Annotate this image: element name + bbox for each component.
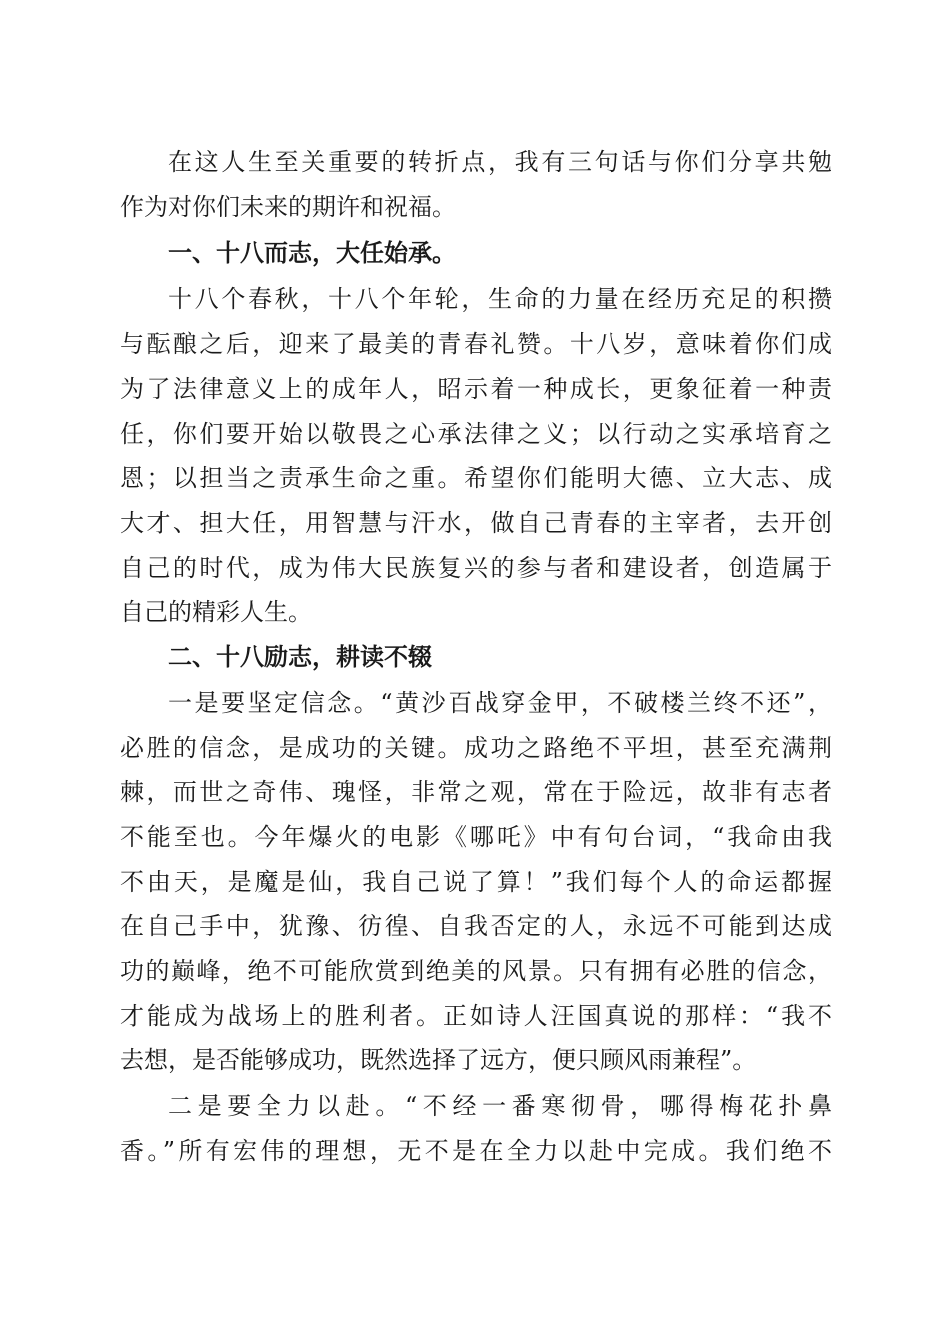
belief-line-8: 才能成为战场上的胜利者。正如诗人汪国真说的那样：“我不 xyxy=(120,1002,832,1030)
section-1-line-4: 任，你们要开始以敬畏之心承法律之义；以行动之实承培育之 xyxy=(120,420,832,448)
section-1-line-8: 自己的精彩人生。 xyxy=(120,598,312,626)
section-1-line-6: 大才、担大任，用智慧与汗水，做自己青春的主宰者，去开创 xyxy=(120,509,832,537)
belief-line-3: 棘，而世之奇伟、瑰怪，非常之观，常在于险远，故非有志者 xyxy=(120,778,832,806)
intro-line-2: 作为对你们未来的期许和祝福。 xyxy=(120,193,456,221)
effort-line-2: 香。”所有宏伟的理想，无不是在全力以赴中完成。我们绝不 xyxy=(120,1137,832,1165)
section-1-line-2: 与酝酿之后，迎来了最美的青春礼赞。十八岁，意味着你们成 xyxy=(120,330,832,358)
section-1-line-5: 恩；以担当之责承生命之重。希望你们能明大德、立大志、成 xyxy=(120,464,832,492)
belief-line-1: 一是要坚定信念。“黄沙百战穿金甲，不破楼兰终不还”， xyxy=(168,689,832,717)
belief-line-2: 必胜的信念，是成功的关键。成功之路绝不平坦，甚至充满荆 xyxy=(120,734,832,762)
section-1-line-3: 为了法律意义上的成年人，昭示着一种成长，更象征着一种责 xyxy=(120,375,832,403)
belief-line-9: 去想，是否能够成功，既然选择了远方，便只顾风雨兼程”。 xyxy=(120,1046,757,1074)
intro-line-1: 在这人生至关重要的转折点，我有三句话与你们分享共勉 xyxy=(168,148,832,176)
belief-line-4: 不能至也。今年爆火的电影《哪吒》中有句台词，“我命由我 xyxy=(120,823,832,851)
belief-line-5: 不由天，是魔是仙，我自己说了算！”我们每个人的命运都握 xyxy=(120,868,832,896)
section-heading-1: 一、十八而志，大任始承。 xyxy=(168,239,456,267)
effort-line-1: 二是要全力以赴。“不经一番寒彻骨，哪得梅花扑鼻 xyxy=(168,1092,832,1120)
section-1-line-7: 自己的时代，成为伟大民族复兴的参与者和建设者，创造属于 xyxy=(120,554,832,582)
section-heading-2: 二、十八励志，耕读不辍 xyxy=(168,643,432,671)
section-1-line-1: 十八个春秋，十八个年轮，生命的力量在经历充足的积攒 xyxy=(168,285,832,313)
belief-line-6: 在自己手中，犹豫、彷徨、自我否定的人，永远不可能到达成 xyxy=(120,912,832,940)
belief-line-7: 功的巅峰，绝不可能欣赏到绝美的风景。只有拥有必胜的信念， xyxy=(120,957,832,985)
